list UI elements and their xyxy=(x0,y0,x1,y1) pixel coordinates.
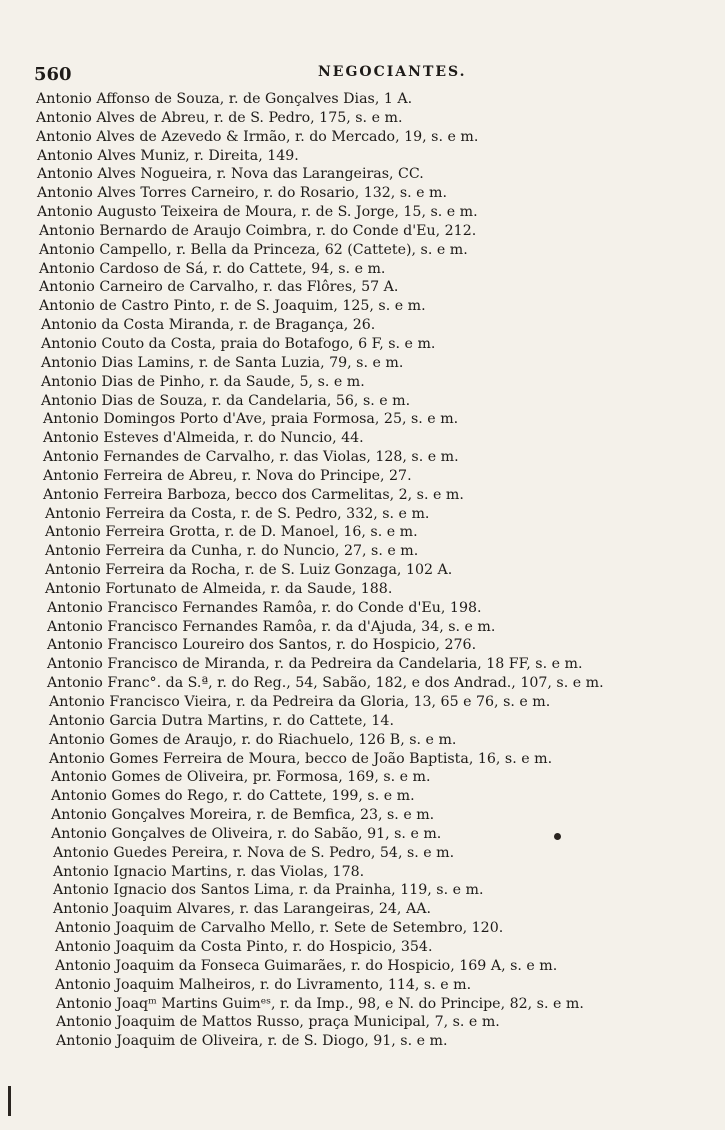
list-item: Antonio Joaquim da Fonseca Guimarães, r. do Hospicio, 169 A, s. e m. xyxy=(55,957,558,974)
list-item: Antonio da Costa Miranda, r. de Bragança, 26. xyxy=(41,317,376,334)
list-item: Antonio Alves Muniz, r. Direita, 149. xyxy=(37,147,299,164)
list-item: Antonio Joaquim de Mattos Russo, praça Municipal, 7, s. e m. xyxy=(56,1014,500,1031)
page-title: NEGOCIANTES. xyxy=(318,64,467,80)
list-item: Antonio Gonçalves Moreira, r. de Bemfica, 23, s. e m. xyxy=(51,807,435,824)
list-item: Antonio Gomes de Araujo, r. do Riachuelo, 126 B, s. e m. xyxy=(49,731,457,748)
list-item: Antonio Augusto Teixeira de Moura, r. de S. Jorge, 15, s. e m. xyxy=(37,204,478,221)
merchant-list xyxy=(36,90,696,1051)
list-item: Antonio Joaqᵐ Martins Guimᵉˢ, r. da Imp., 98, e N. do Principe, 82, s. e m. xyxy=(56,995,584,1012)
list-item: Antonio Ferreira da Cunha, r. do Nuncio, 27, s. e m. xyxy=(45,543,419,560)
list-item: Antonio Joaquim da Costa Pinto, r. do Hospicio, 354. xyxy=(55,938,433,955)
list-item: Antonio Joaquim Alvares, r. das Larangeiras, 24, AA. xyxy=(53,901,431,918)
list-item: Antonio Couto da Costa, praia do Botafogo, 6 F, s. e m. xyxy=(41,335,436,352)
list-item: Antonio Francisco de Miranda, r. da Pedreira da Candelaria, 18 FF, s. e m. xyxy=(47,656,583,673)
list-item: Antonio Joaquim Malheiros, r. do Livramento, 114, s. e m. xyxy=(55,976,472,993)
list-item: Antonio Francisco Fernandes Ramôa, r. do Conde d'Eu, 198. xyxy=(47,599,482,616)
list-item: Antonio Cardoso de Sá, r. do Cattete, 94, s. e m. xyxy=(39,260,386,277)
list-item: Antonio Ferreira da Rocha, r. de S. Luiz Gonzaga, 102 A. xyxy=(45,562,453,579)
list-item: Antonio Alves de Abreu, r. de S. Pedro, 175, s. e m. xyxy=(36,109,403,126)
list-item: Antonio Gomes do Rego, r. do Cattete, 199, s. e m. xyxy=(51,788,415,805)
list-item: Antonio Alves Nogueira, r. Nova das Larangeiras, CC. xyxy=(37,166,424,183)
page-header xyxy=(34,64,694,84)
list-item: Antonio de Castro Pinto, r. de S. Joaquim, 125, s. e m. xyxy=(39,298,426,315)
list-item: Antonio Francisco Fernandes Ramôa, r. da d'Ajuda, 34, s. e m. xyxy=(47,618,496,635)
list-item: Antonio Gomes Ferreira de Moura, becco de João Baptista, 16, s. e m. xyxy=(49,750,553,767)
list-item: Antonio Guedes Pereira, r. Nova de S. Pedro, 54, s. e m. xyxy=(53,844,455,861)
list-item: Antonio Dias Lamins, r. de Santa Luzia, 79, s. e m. xyxy=(41,354,404,371)
list-item: Antonio Dias de Souza, r. da Candelaria, 56, s. e m. xyxy=(41,392,411,409)
ink-dot xyxy=(554,833,561,840)
list-item: Antonio Domingos Porto d'Ave, praia Formosa, 25, s. e m. xyxy=(43,411,459,428)
list-item: Antonio Joaquim de Oliveira, r. de S. Diogo, 91, s. e m. xyxy=(56,1033,448,1050)
list-item: Antonio Esteves d'Almeida, r. do Nuncio, 44. xyxy=(43,430,364,447)
list-item: Antonio Ferreira de Abreu, r. Nova do Principe, 27. xyxy=(43,467,412,484)
list-item: Antonio Ferreira Grotta, r. de D. Manoel, 16, s. e m. xyxy=(45,524,418,541)
list-item: Antonio Gonçalves de Oliveira, r. do Sabão, 91, s. e m. xyxy=(51,825,442,842)
list-item: Antonio Ignacio Martins, r. das Violas, 178. xyxy=(53,863,365,880)
list-item: Antonio Gomes de Oliveira, pr. Formosa, 169, s. e m. xyxy=(51,769,431,786)
list-item: Antonio Campello, r. Bella da Princeza, 62 (Cattete), s. e m. xyxy=(39,241,468,258)
list-item: Antonio Carneiro de Carvalho, r. das Flôres, 57 A. xyxy=(39,279,399,296)
list-item: Antonio Ferreira da Costa, r. de S. Pedro, 332, s. e m. xyxy=(45,505,430,522)
list-item: Antonio Bernardo de Araujo Coimbra, r. do Conde d'Eu, 212. xyxy=(39,222,477,239)
list-item: Antonio Ignacio dos Santos Lima, r. da Prainha, 119, s. e m. xyxy=(53,882,484,899)
page-number: 560 xyxy=(34,64,72,85)
list-item: Antonio Francisco Vieira, r. da Pedreira da Gloria, 13, 65 e 76, s. e m. xyxy=(49,694,551,710)
list-item: Antonio Francisco Loureiro dos Santos, r. do Hospicio, 276. xyxy=(47,637,477,654)
list-item: Antonio Dias de Pinho, r. da Saude, 5, s. e m. xyxy=(41,373,365,390)
list-item: Antonio Fernandes de Carvalho, r. das Violas, 128, s. e m. xyxy=(43,449,459,466)
list-item: Antonio Garcia Dutra Martins, r. do Cattete, 14. xyxy=(49,712,394,729)
list-item: Antonio Affonso de Souza, r. de Gonçalves Dias, 1 A. xyxy=(36,91,413,107)
list-item: Antonio Fortunato de Almeida, r. da Saude, 188. xyxy=(45,580,393,597)
list-item: Antonio Ferreira Barboza, becco dos Carmelitas, 2, s. e m. xyxy=(43,486,464,503)
list-item: Antonio Alves Torres Carneiro, r. do Rosario, 132, s. e m. xyxy=(37,185,447,202)
list-item: Antonio Alves de Azevedo & Irmão, r. do Mercado, 19, s. e m. xyxy=(36,128,479,145)
list-item: Antonio Joaquim de Carvalho Mello, r. Sete de Setembro, 120. xyxy=(55,920,504,937)
ink-mark xyxy=(8,1086,11,1116)
list-item: Antonio Franc°. da S.ª, r. do Reg., 54, Sabão, 182, e dos Andrad., 107, s. e m. xyxy=(47,675,604,692)
